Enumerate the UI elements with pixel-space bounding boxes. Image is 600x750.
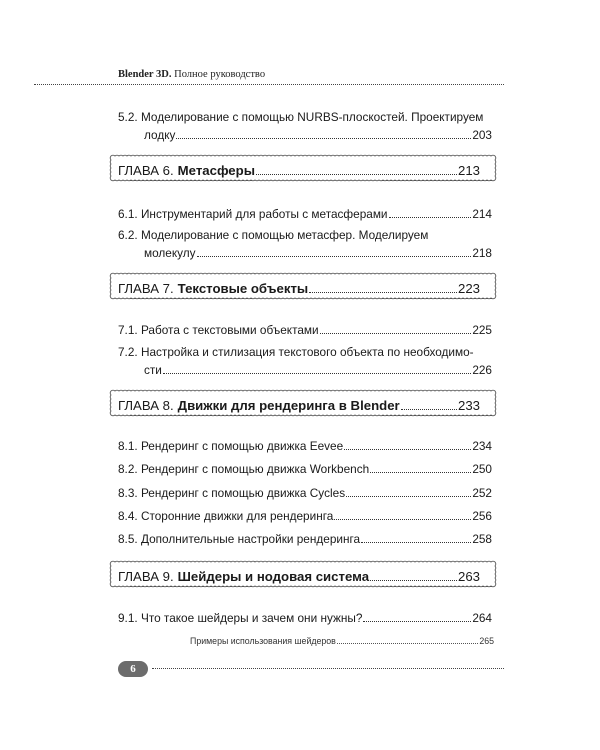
toc-entry-7-2[interactable] (118, 343, 492, 379)
page-number: 258 (472, 532, 492, 546)
page-number: 213 (457, 163, 480, 178)
toc-entry-text: 7.2. Настройка и стилизация текстового объекта по необходимо- (118, 345, 474, 359)
page-number-badge: 6 (118, 661, 148, 677)
toc-entry-text: 8.2. Рендеринг с помощью движка Workbench (118, 462, 370, 476)
dot-leader (370, 570, 457, 581)
page-number: 223 (457, 281, 480, 296)
toc-entry-9-1[interactable] (118, 609, 492, 627)
footer-rule (152, 668, 504, 669)
page-number: 256 (472, 509, 492, 523)
dot-leader (361, 533, 471, 543)
chapter-6-heading[interactable] (106, 154, 500, 188)
toc-entry-text: 6.2. Моделирование с помощью метасфер. Моделируем (118, 228, 429, 242)
toc-entry-8-2[interactable] (118, 460, 492, 478)
dot-leader (337, 637, 478, 644)
chapter-title: Метасферы (177, 163, 255, 178)
dot-leader (344, 440, 471, 450)
toc-entry-text: 5.2. Моделирование с помощью NURBS-плоскостей. Проектируем (118, 110, 484, 124)
page-number: 218 (472, 246, 492, 260)
page-number: 250 (472, 462, 492, 476)
toc-entry-text: 8.4. Сторонние движки для рендеринга (118, 509, 334, 523)
toc-entry-text: Примеры использования шейдеров (190, 636, 336, 646)
dot-leader (309, 282, 457, 293)
toc-entry-6-2[interactable] (118, 226, 492, 262)
chapter-label: ГЛАВА 6. (118, 163, 174, 178)
toc-entry-5-2[interactable] (118, 108, 492, 144)
dot-leader (197, 247, 472, 257)
toc-entry-7-1[interactable] (118, 321, 492, 339)
chapter-title: Текстовые объекты (177, 281, 309, 296)
toc-entry-8-4[interactable] (118, 507, 492, 525)
chapter-9-heading[interactable] (106, 560, 500, 594)
dot-leader (363, 612, 471, 622)
page-number: 265 (479, 636, 494, 646)
chapter-title: Движки для рендеринга в Blender (177, 398, 400, 413)
running-header (118, 69, 265, 80)
page-number: 252 (472, 486, 492, 500)
page-number: 264 (472, 611, 492, 625)
toc-entry-text: лодку (144, 128, 176, 142)
toc-entry-text: сти (144, 363, 162, 377)
toc-entry-8-5[interactable] (118, 530, 492, 548)
dot-leader (176, 129, 471, 139)
dot-leader (346, 487, 471, 497)
dot-leader (320, 324, 472, 334)
toc-entry-text: 7.1. Работа с текстовыми объектами (118, 323, 319, 337)
dot-leader (334, 510, 471, 520)
page-number: 263 (457, 569, 480, 584)
chapter-label: ГЛАВА 9. (118, 569, 174, 584)
page-number: 203 (472, 128, 492, 142)
toc-entry-6-1[interactable] (118, 205, 492, 223)
toc-entry-text: 8.1. Рендеринг с помощью движка Eevee (118, 439, 344, 453)
dot-leader (163, 364, 471, 374)
chapter-8-heading[interactable] (106, 389, 500, 423)
chapter-7-heading[interactable] (106, 272, 500, 306)
page-number: 233 (457, 398, 480, 413)
dot-leader (389, 208, 472, 218)
chapter-label: ГЛАВА 7. (118, 281, 174, 296)
header-rule (34, 84, 504, 85)
toc-entry-8-3[interactable] (118, 484, 492, 502)
book-title: Blender 3D. (118, 69, 172, 80)
toc-subentry-shader-examples[interactable] (190, 635, 494, 647)
page-number: 225 (472, 323, 492, 337)
toc-entry-text: 9.1. Что такое шейдеры и зачем они нужны? (118, 611, 363, 625)
toc-entry-text: 8.3. Рендеринг с помощью движка Cycles (118, 486, 346, 500)
dot-leader (370, 463, 471, 473)
book-subtitle: Полное руководство (174, 69, 266, 80)
dot-leader (256, 164, 457, 175)
page-number: 226 (472, 363, 492, 377)
toc-entry-8-1[interactable] (118, 437, 492, 455)
page-number: 234 (472, 439, 492, 453)
toc-entry-text: 6.1. Инструментарий для работы с метасферами (118, 207, 388, 221)
chapter-label: ГЛАВА 8. (118, 398, 174, 413)
chapter-title: Шейдеры и нодовая система (177, 569, 370, 584)
toc-entry-text: 8.5. Дополнительные настройки рендеринга (118, 532, 361, 546)
page-number: 214 (472, 207, 492, 221)
toc-entry-text: молекулу (144, 246, 196, 260)
dot-leader (401, 399, 457, 410)
